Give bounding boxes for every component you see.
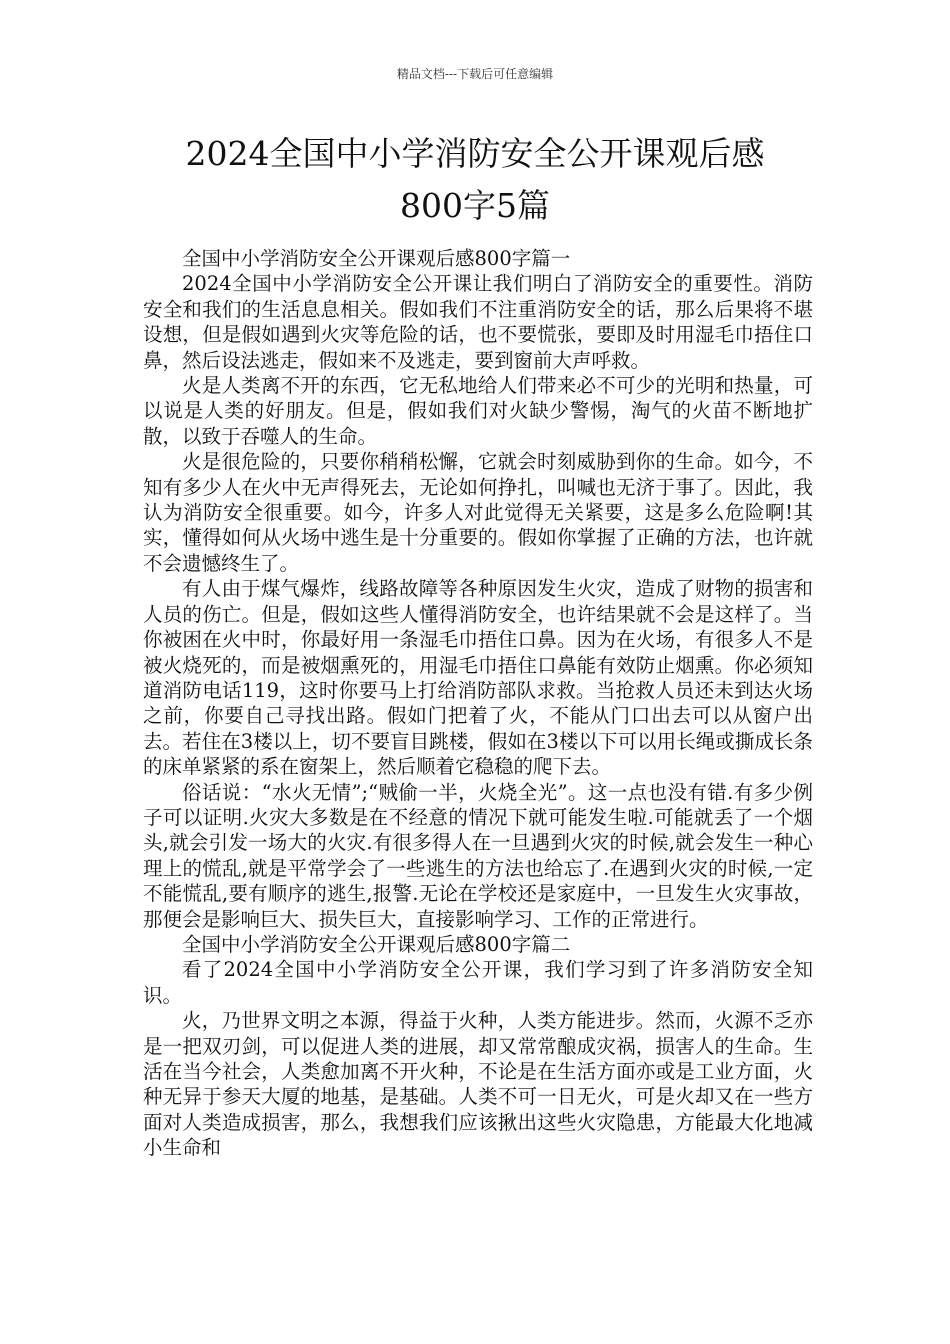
paragraph: 火，乃世界文明之本源，得益于火种，人类方能进步。然而，火源不乏亦是一把双刃剑，可以促进人类的进展，却又常常酿成灾祸，损害人的生命。生活在当今社会，人类愈加离不开火种，不论是在生活方面亦或是工业方面，火种无异于参天大厦的地基，是基础。人类不可一日无火，可是火却又在一些方面对人类造成损害，那么，我想我们应该揪出这些火灾隐患，方能最大化地减小生命和 xyxy=(143,1009,813,1160)
title-line-2: 800字5篇 xyxy=(400,186,550,225)
document-body xyxy=(143,246,813,1161)
paragraph: 看了2024全国中小学消防安全公开课，我们学习到了许多消防安全知识。 xyxy=(143,958,813,1007)
section-heading-1: 全国中小学消防安全公开课观后感800字篇一 xyxy=(182,247,571,270)
paragraph: 有人由于煤气爆炸，线路故障等各种原因发生火灾，造成了财物的损害和人员的伤亡。但是，假如这些人懂得消防安全，也许结果就不会是这样了。当你被困在火中时，你最好用一条湿毛巾捂住口鼻。因为在火场，有很多人不是被火烧死的，而是被烟熏死的，用湿毛巾捂住口鼻能有效防止烟熏。你必须知道消防电话119，这时你要马上打给消防部队求救。当抢救人员还未到达火场之前，你要自己寻找出路。假如门把着了火，不能从门口出去可以从窗户出去。若住在3楼以上，切不要盲目跳楼，假如在3楼以下可以用长绳或撕成长条的床单紧紧的系在窗架上，然后顺着它稳稳的爬下去。 xyxy=(143,577,813,779)
header-note: 精品文档---下载后可任意编辑 xyxy=(396,67,554,81)
title-line-1: 2024全国中小学消防安全公开课观后感 xyxy=(185,134,765,173)
section-heading-2: 全国中小学消防安全公开课观后感800字篇二 xyxy=(182,932,571,956)
paragraph: 俗话说：“水火无情”;“贼偷一半，火烧全光”。这一点也没有错.有多少例子可以证明.火灾大多数是在不经意的情况下就可能发生啦.可能就丢了一个烟头,就会引发一场大的火灾.有很多得人在一旦遇到火灾的时候,就会发生一种心理上的慌乱,就是平常学会了一些逃生的方法也给忘了.在遇到火灾的时候,一定不能慌乱,要有顺序的逃生,报警.无论在学校还是家庭中，一旦发生火灾事故，那便会是影响巨大、损失巨大，直接影响学习、工作的正常进行。 xyxy=(143,780,813,931)
paragraph: 火是人类离不开的东西，它无私地给人们带来必不可少的光明和热量，可以说是人类的好朋友。但是，假如我们对火缺少警惕，淘气的火苗不断地扩散，以致于吞噬人的生命。 xyxy=(143,374,813,448)
document-title xyxy=(140,128,810,232)
paragraph: 火是很危险的，只要你稍稍松懈，它就会时刻威胁到你的生命。如今，不知有多少人在火中无声得死去，无论如何挣扎，叫喊也无济于事了。因此，我认为消防安全很重要。如今，许多人对此觉得无关紧要，这是多么危险啊!其实，懂得如何从火场中逃生是十分重要的。假如你掌握了正确的方法，也许就不会遗憾终生了。 xyxy=(143,450,813,575)
paragraph: 2024全国中小学消防安全公开课让我们明白了消防安全的重要性。消防安全和我们的生活息息相关。假如我们不注重消防安全的话，那么后果将不堪设想，但是假如遇到火灾等危险的话，也不要慌张，要即及时用湿毛巾捂住口鼻，然后设法逃走，假如来不及逃走，要到窗前大声呼救。 xyxy=(143,272,813,372)
